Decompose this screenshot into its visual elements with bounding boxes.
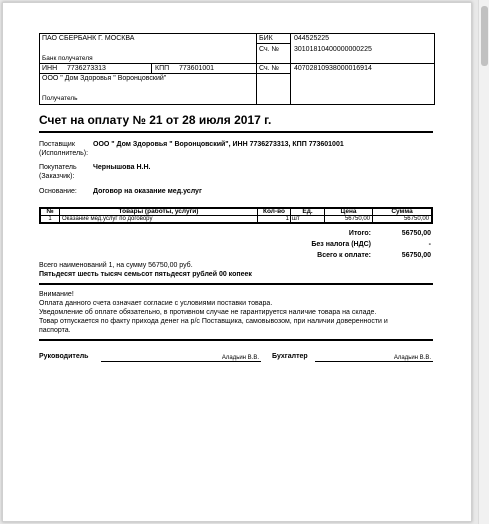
supplier-value: ООО " Дом Здоровья " Воронцовский", ИНН 7736273313, КПП 773601001: [93, 141, 344, 148]
supplier-label: Поставщик: [39, 141, 75, 148]
invoice-page: [2, 2, 472, 522]
amount-due-label: Всего к оплате:: [317, 252, 371, 259]
account-value: 40702810938000016914: [294, 65, 372, 72]
basis-value: Договор на оказание мед.услуг: [93, 188, 202, 195]
row-sum: 56750,00: [403, 216, 429, 222]
director-name: Аладьин В.В.: [221, 355, 259, 361]
recipient-bank-label: Банк получателя: [42, 55, 93, 62]
basis-label: Основание:: [39, 188, 77, 195]
kpp-value: 773601001: [179, 65, 215, 72]
col-header-sum: Сумма: [391, 208, 413, 215]
amount-due-value: 56750,00: [401, 252, 431, 259]
vertical-scrollbar[interactable]: [478, 0, 489, 524]
notes-divider: [39, 339, 433, 341]
buyer-label: Покупатель: [39, 164, 77, 171]
attention-heading: Внимание!: [39, 291, 74, 298]
scrollbar-thumb[interactable]: [481, 6, 488, 66]
director-signature-line[interactable]: [101, 361, 261, 362]
row-quantity: 1: [285, 216, 289, 222]
buyer-label-sub: (Заказчик):: [39, 173, 75, 180]
inn-label: ИНН: [42, 65, 58, 72]
items-table: [39, 207, 433, 223]
row-number: 1: [48, 216, 52, 222]
account-label: Сч. №: [259, 65, 280, 72]
bik-value: 044525225: [294, 35, 330, 42]
row-price: 56750,00: [344, 216, 370, 222]
amount-in-words: Пятьдесят шесть тысяч семьсот пятьдесят рублей 00 копеек: [39, 271, 252, 278]
bik-label: БИК: [259, 35, 273, 42]
buyer-value: Чернышова Н.Н.: [93, 164, 151, 171]
summary-divider: [39, 283, 433, 285]
bank-details-table: [39, 33, 435, 105]
note-line-4: паспорта.: [39, 327, 71, 334]
accountant-name: Аладьин В.В.: [393, 355, 431, 361]
inn-value: 7736273313: [67, 65, 106, 72]
items-count-line: Всего наименований 1, на сумму 56750,00 руб.: [39, 262, 193, 269]
recipient-name: ООО " Дом Здоровья " Воронцовский": [42, 75, 167, 82]
col-header-quantity: Кол-во: [263, 208, 285, 215]
total-value: 56750,00: [401, 230, 431, 237]
accountant-signature-line[interactable]: [315, 361, 433, 362]
recipient-label: Получатель: [42, 95, 78, 102]
accountant-label: Бухгалтер: [272, 353, 308, 360]
corr-account-label: Сч. №: [259, 46, 280, 53]
row-unit: шт: [292, 216, 300, 222]
col-header-number: №: [46, 208, 54, 215]
col-header-price: Цена: [340, 208, 357, 215]
note-line-2: Уведомление об оплате обязательно, в противном случае не гарантируется наличие товара на складе.: [39, 309, 377, 316]
director-label: Руководитель: [39, 353, 89, 360]
col-header-goods: Товары (работы, услуги): [118, 208, 199, 215]
supplier-label-sub: (Исполнитель):: [39, 150, 89, 157]
col-header-unit: Ед.: [302, 208, 313, 215]
kpp-label: КПП: [155, 65, 170, 72]
row-goods: Оказание мед.услуг по договору: [62, 216, 153, 222]
vat-value: -: [428, 241, 431, 248]
title-underline: [39, 131, 433, 133]
invoice-title: Счет на оплату № 21 от 28 июля 2017 г.: [39, 113, 272, 127]
note-line-1: Оплата данного счета означает согласие с условиями поставки товара.: [39, 300, 273, 307]
vat-label: Без налога (НДС): [311, 241, 371, 248]
total-label: Итого:: [348, 230, 371, 237]
bank-name: ПАО СБЕРБАНК Г. МОСКВА: [42, 35, 135, 42]
corr-account-value: 30101810400000000225: [294, 46, 372, 53]
note-line-3: Товар отпускается по факту прихода денег на р/с Поставщика, самовывозом, при наличии доверенности и: [39, 318, 388, 325]
